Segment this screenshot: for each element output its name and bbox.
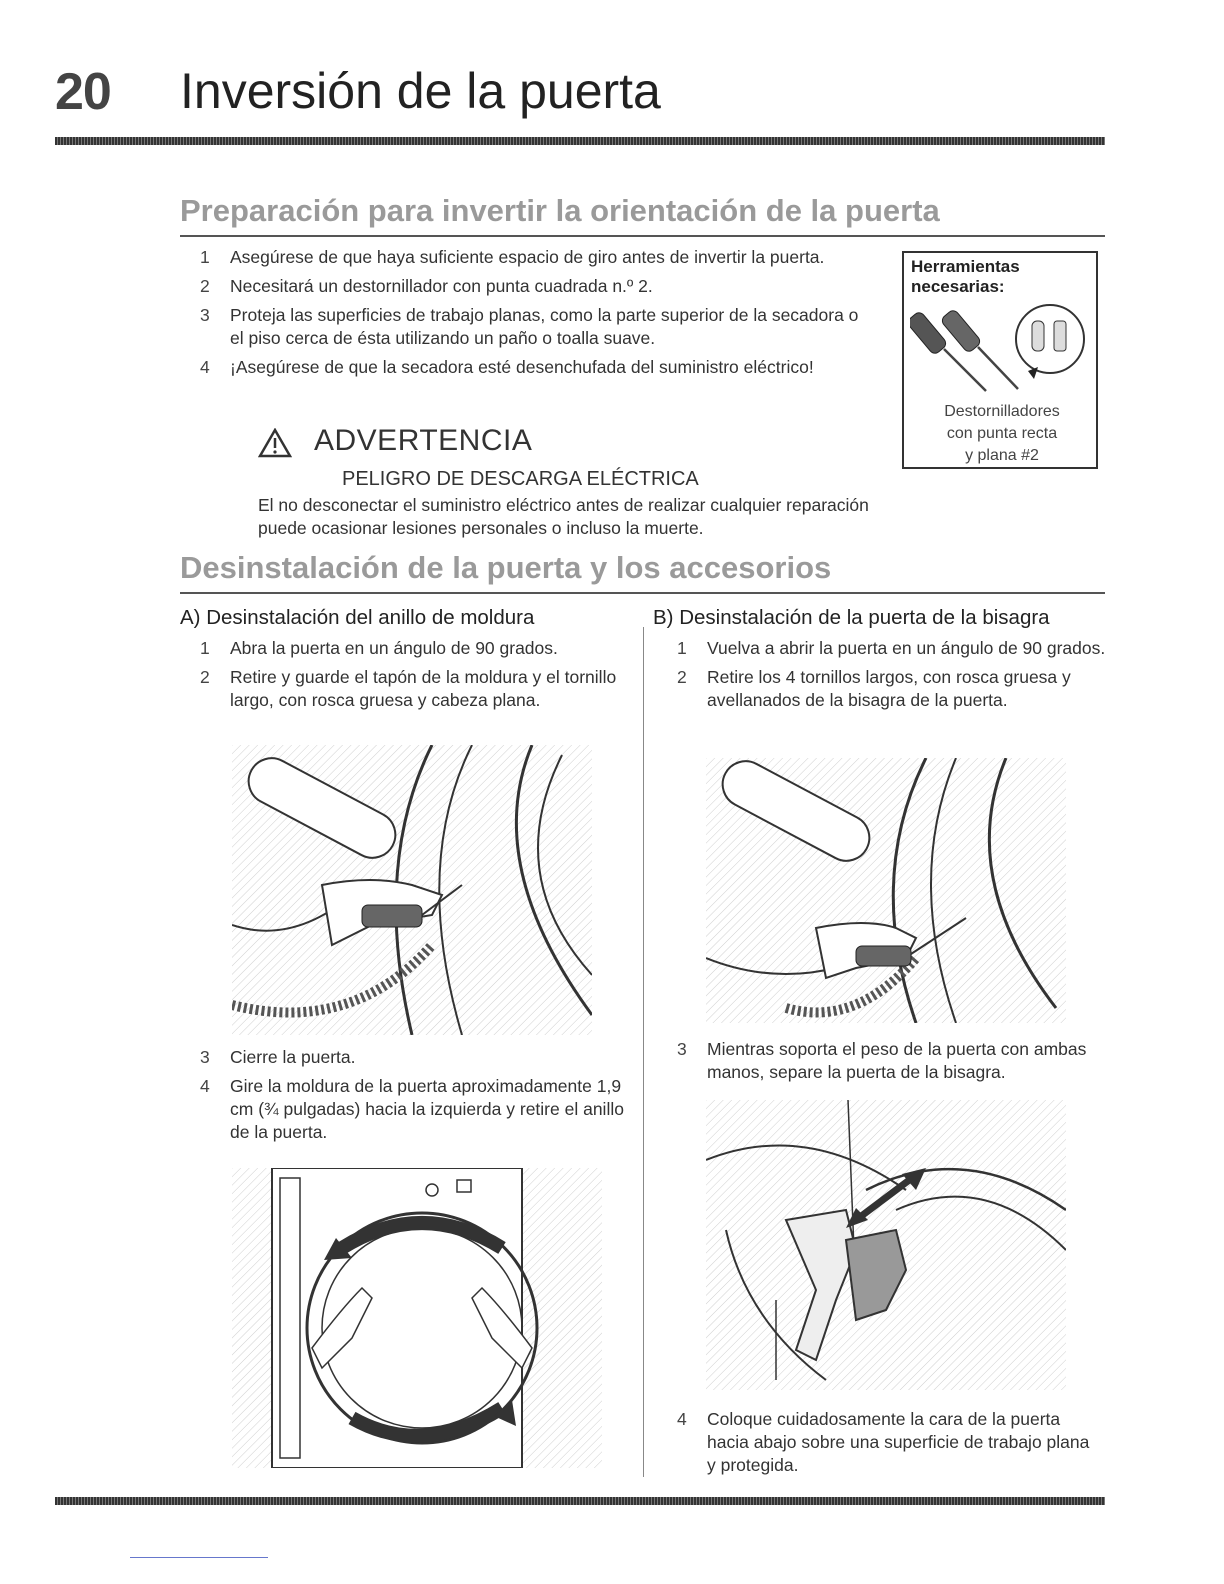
warning-body: El no desconectar el suministro eléctrico antes de realizar cualquier reparación puede ocasionar lesiones personales o incluso la muerte. xyxy=(258,495,869,538)
illustration-rotate-trim-ring xyxy=(232,1168,602,1468)
list-item: 3 Mientras soporta el peso de la puerta con ambas manos, separe la puerta de la bisagra. xyxy=(677,1039,1087,1082)
col-a-steps-top xyxy=(200,637,620,718)
list-item: 4 ¡Asegúrese de que la secadora esté desenchufada del suministro eléctrico! xyxy=(200,357,814,377)
illustration-separate-door xyxy=(706,1100,1066,1390)
tools-box xyxy=(902,251,1098,469)
list-item: 2 Retire los 4 tornillos largos, con rosca gruesa y avellanados de la bisagra de la puerta. xyxy=(677,667,1071,710)
warning-title: ADVERTENCIA xyxy=(314,424,533,457)
list-item: 4 Gire la moldura de la puerta aproximadamente 1,9 cm (¾ pulgadas) hacia la izquierda y retire el anillo de la puerta. xyxy=(200,1076,624,1142)
list-item: 2 Retire y guarde el tapón de la moldura y el tornillo largo, con rosca gruesa y cabeza plana. xyxy=(200,667,617,710)
illustration-remove-hinge-screws xyxy=(706,758,1066,1023)
screwdrivers-icon xyxy=(910,301,1096,401)
warning-subtitle: PELIGRO DE DESCARGA ELÉCTRICA xyxy=(342,468,699,490)
list-item: 1 Abra la puerta en un ángulo de 90 grados. xyxy=(200,638,558,658)
section-rule-removal xyxy=(180,592,1105,594)
tools-caption: Destornilladores con punta recta y plana #2 xyxy=(944,403,1060,464)
footer-link-line xyxy=(130,1557,268,1558)
illustration-remove-trim-plug xyxy=(232,745,592,1035)
page-title: Inversión de la puerta xyxy=(180,63,661,119)
list-item: 2 Necesitará un destornillador con punta cuadrada n.º 2. xyxy=(200,276,653,296)
col-b-steps-mid xyxy=(677,1038,1107,1090)
footer-rule xyxy=(55,1497,1105,1505)
list-item: 1 Asegúrese de que haya suficiente espacio de giro antes de invertir la puerta. xyxy=(200,247,825,267)
tools-heading: Herramientas necesarias: xyxy=(911,257,1020,296)
header-rule xyxy=(55,137,1105,145)
col-b-steps-top xyxy=(677,637,1107,718)
col-b-steps-bottom xyxy=(677,1408,1097,1483)
list-item: 4 Coloque cuidadosamente la cara de la puerta hacia abajo sobre una superficie de trabajo plana y protegida. xyxy=(677,1409,1090,1475)
section-title-prep: Preparación para invertir la orientación de la puerta xyxy=(180,193,940,228)
section-rule-prep xyxy=(180,235,1105,237)
warning-triangle-icon xyxy=(258,428,292,458)
col-a-title: A) Desinstalación del anillo de moldura xyxy=(180,606,535,629)
list-item: 3 Cierre la puerta. xyxy=(200,1047,356,1067)
list-item: 1 Vuelva a abrir la puerta en un ángulo de 90 grados. xyxy=(677,638,1106,658)
column-divider xyxy=(643,627,644,1477)
col-b-title: B) Desinstalación de la puerta de la bisagra xyxy=(653,606,1050,629)
section-title-removal: Desinstalación de la puerta y los accesorios xyxy=(180,550,832,585)
list-item: 3 Proteja las superficies de trabajo planas, como la parte superior de la secadora o el piso cerca de ésta utilizando un paño o toalla suave. xyxy=(200,305,859,348)
col-a-steps-bottom xyxy=(200,1046,640,1150)
page-number: 20 xyxy=(55,63,111,121)
prep-steps xyxy=(200,246,860,385)
